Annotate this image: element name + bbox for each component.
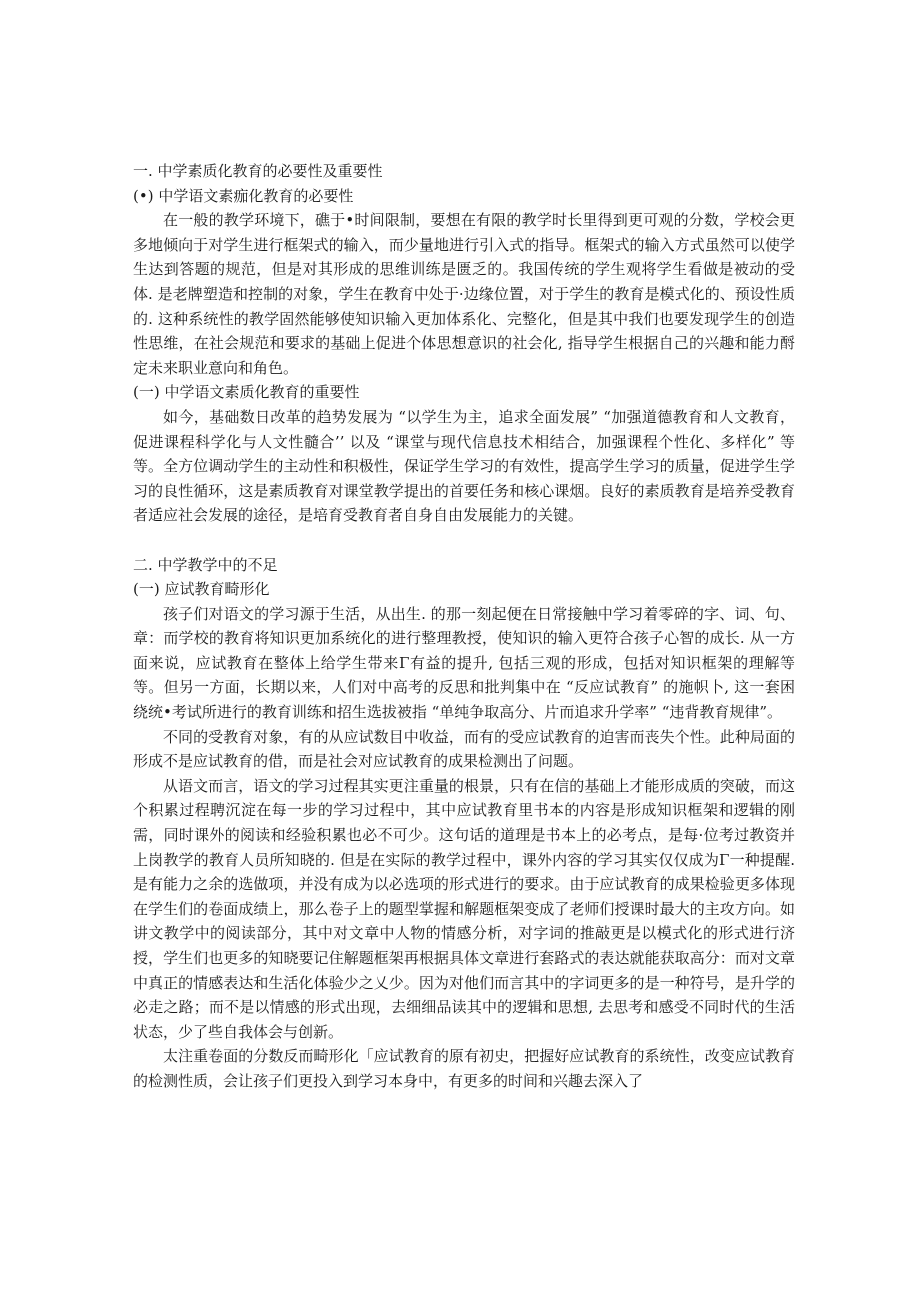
- paragraph: 在一般的教学环境下，礁于•时间限制，要想在有限的教学时长里得到更可观的分数，学校会更多地倾向于对学生进行框架式的输入，而少量地进行引入式的指导。框架式的输入方式虽然可以使学生达到答题的规范，但是对其形成的思维训练是匮乏的。我国传统的学生观将学生看做是被动的受体. 是老牌塑造和控制的对象，学生在教育中处于·边缘位置，对于学生的教育是模式化的、预设性质的. 这种系统性的教学固然能够使知识输入更加体系化、完整化，但是其中我们也要发现学生的创造性思维，在社会规范和要求的基础上促进个体思想意识的社会化, 指导学生根据自己的兴趣和能力酹定未来职业意向和角色。: [133, 211, 795, 377]
- section-1-title: 一. 中学素质化教育的必要性及重要性: [133, 162, 383, 180]
- subsection-2-1-title: (一) 应试教育畸形化: [133, 580, 270, 599]
- section-spacer: [133, 528, 795, 553]
- subsection-1-1-title: (•) 中学语文素痂化教育的必要性: [133, 186, 354, 205]
- subsection-1-2-title: (一) 中学语文素质化教育的重要性: [133, 383, 360, 402]
- paragraph: 从语文而言，语文的学习过程其实更注重量的根景，只有在信的基础上才能形成质的突破，而这个积累过程聘沉淀在每一步的学习过程中，其中应试教育里书本的内容是形成知识框架和逻辑的刚需，同时课外的阅读和经验积累也必不可少。这句话的道理是书本上的必考点，是每·位考过教资并上岗教学的教育人员所知晓的. 但是在实际的教学过程中，课外内容的学习其实仅仅成为Γ一种提醒. 是有能力之余的选做项，并没有成为以必选项的形式进行的要求。由于应试教育的成果检验更多体现在学生们的卷面成绩上，那么卷子上的题型掌握和解题框架变成了老师们授课时最大的主攻方向。如讲文教学中的阅读部分，其中对文章中人物的情感分析，对字词的推敲更是以模式化的形式进行济授，学生们也更多的知晓要记住解题框架再根据具体文章进行套路式的表达就能获取高分：而对文章中真正的情感表达和生活化体验少之乂少。因为对他们而言其中的字词更多的是一种符号，是升学的必走之路；而不是以情感的形式出现，去细细品读其中的逻辑和思想, 去思考和感受不同时代的生活状态，少了些自我体会与创新。: [133, 776, 795, 1041]
- paragraph: 如今，基础数日改革的趋势发展为 “以学生为主，追求全面发展” “加强道德教育和人文教育，促进课程科学化与人文性髓合’’ 以及 “课堂与现代信息技术相结合，加强课程个性化、多样化” 等等。全方位调动学生的主动性和积极性，保证学生学习的有效性，提高学生学习的质量，促进学生学习的良性循环，这是素质教育对课堂教学提出的首要任务和核心课烟。良好的素质教育是培养受教育者适应社会发展的途径，是培育受教育者自身自由发展能力的关键。: [133, 407, 795, 525]
- paragraph: 不同的受教育对象，有的从应试数目中收益，而有的受应试教育的迫害而丧失个性。此种局面的形成不是应试教育的借，而是社会对应试教育的成果检测出了问题。: [133, 727, 795, 771]
- paragraph: 太注重卷面的分数反而畸形化「应试教育的原有初史，把握好应试教育的系统性，改变应试教育的检测性质，会让孩子们更投入到学习本身中，有更多的时间和兴趣去深入了: [133, 1047, 795, 1090]
- document-page: [133, 159, 795, 1094]
- paragraph: 孩子们对语文的学习源于生活，从出生. 的那一刻起便在日常接触中学习着零碎的字、词、句、章：而学校的教育将知识更加系统化的进行整理教授，使知识的输入更符合孩子心智的成长. 从一方面来说，应试教育在整体上给学生带来Γ有益的提升, 包括三观的形成，包括对知识框架的理解等等。但另一方面，长期以来，人们对中高考的反思和批判集中在 “反应试教育” 的施帜卜, 这一套困绕统•考试所进行的教育训练和招生选拔被指 “单纯争取高分、片而追求升学率” “违背教育规律”。: [133, 604, 795, 722]
- section-2-title: 二. 中学教学中的不足: [133, 555, 278, 574]
